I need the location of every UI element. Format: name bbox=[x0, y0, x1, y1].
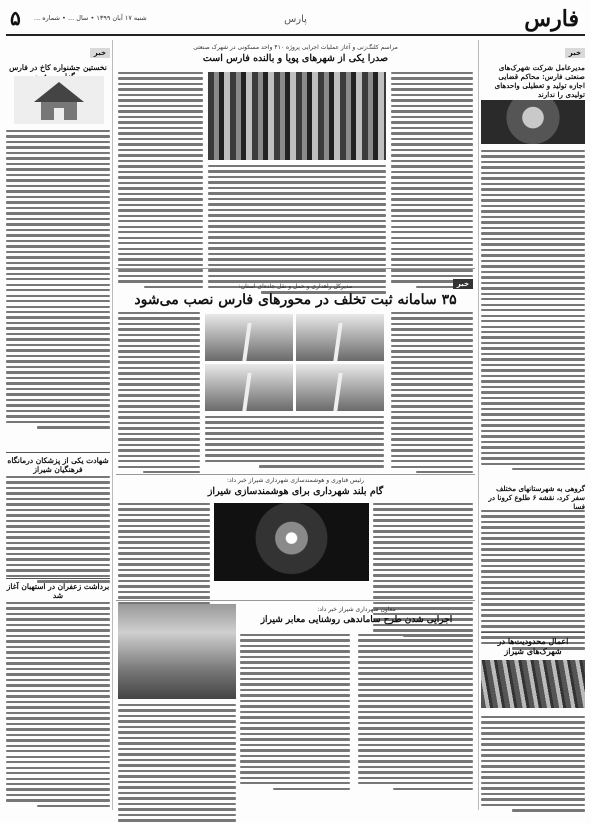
left-headline: نخستین جشنواره کاخ در فارس bbox=[9, 63, 107, 72]
main-headline: ۳۵ سامانه ثبت تخلف در محورهای فارس نصب می‌شود bbox=[134, 292, 457, 308]
page-number: ۵ bbox=[10, 6, 21, 30]
trees-photo bbox=[481, 660, 585, 708]
article-body bbox=[118, 704, 236, 823]
house-icon bbox=[14, 76, 104, 124]
right-subheadline: گروهی به شهرستانهای مختلف سفر کرد، نقشه ۶ طلوع کرونا در فسا bbox=[488, 484, 585, 511]
article-body bbox=[240, 634, 350, 790]
traffic-camera-photo-2 bbox=[296, 314, 384, 361]
main-kicker: مدیرکل راهداری و حمل و نقل جاده‌ای استان: bbox=[238, 283, 353, 290]
dateline: شنبه ۱۷ آبان ۱۳۹۹ • سال ... • شماره ... bbox=[34, 14, 147, 22]
article-body bbox=[481, 150, 585, 470]
main-tag: خبر bbox=[453, 279, 473, 289]
ceremony-photo bbox=[208, 72, 386, 160]
smart-city-photo bbox=[214, 503, 369, 581]
section-tag: خبر bbox=[90, 48, 110, 58]
article-body bbox=[6, 602, 110, 807]
article-body bbox=[481, 510, 585, 650]
page-header bbox=[6, 6, 585, 36]
article-body bbox=[6, 130, 110, 429]
top-kicker: مراسم کلنگ‌زنی و آغاز عملیات اجرایی پروژه ۴۱۰ واحد مسکونی در شهرک صنعتی bbox=[193, 44, 398, 51]
article-body bbox=[481, 716, 585, 812]
article-body bbox=[6, 476, 110, 583]
portrait-photo bbox=[481, 100, 585, 144]
right-box-headline: اعمال محدودیت‌ها در شهرک‌های شیراز bbox=[481, 632, 585, 656]
article-body bbox=[391, 312, 473, 473]
section-tag: خبر bbox=[565, 48, 585, 58]
column-divider bbox=[478, 40, 479, 810]
section-divider bbox=[116, 474, 475, 475]
street-lighting-photo bbox=[118, 604, 236, 699]
article-body bbox=[118, 72, 203, 288]
mid-headline: گام بلند شهرداری برای هوشمندسازی شیراز bbox=[207, 486, 384, 497]
section-divider bbox=[116, 268, 475, 269]
article-body bbox=[358, 634, 473, 790]
section-title: پارس bbox=[284, 14, 307, 25]
column-divider bbox=[112, 40, 113, 810]
bottom-kicker: معاون شهرداری شیراز خبر داد: bbox=[317, 606, 396, 613]
right-column bbox=[481, 40, 585, 99]
bottom-headline: اجرایی شدن طرح ساماندهی روشنایی معابر شیراز bbox=[260, 615, 453, 625]
article-body bbox=[205, 416, 384, 468]
right-headline: مدیرعامل شرکت شهرک‌های صنعتی فارس: محاکم قضایی اجازه تولید و تعطیلی واحدهای تولیدی را ندارند bbox=[494, 63, 585, 99]
newspaper-logo: فارس bbox=[524, 6, 579, 32]
mid-kicker: رئیس فناوری و هوشمندسازی شهرداری شیراز خبر داد: bbox=[226, 477, 365, 484]
article-body bbox=[391, 72, 473, 288]
traffic-camera-photo-1 bbox=[205, 314, 293, 361]
section-divider bbox=[116, 600, 475, 601]
left-headline-2: شهادت یکی از پزشکان درمانگاه فرهنگیان شیراز bbox=[6, 452, 110, 475]
article-body bbox=[118, 312, 200, 473]
left-headline-3: برداشت زعفران در استهبان آغاز شد bbox=[6, 578, 110, 601]
top-headline: صدرا یکی از شهرهای پویا و بالنده فارس است bbox=[202, 53, 389, 64]
traffic-camera-photo-4 bbox=[296, 364, 384, 411]
festival-logo-image bbox=[14, 76, 104, 124]
traffic-camera-photo-3 bbox=[205, 364, 293, 411]
